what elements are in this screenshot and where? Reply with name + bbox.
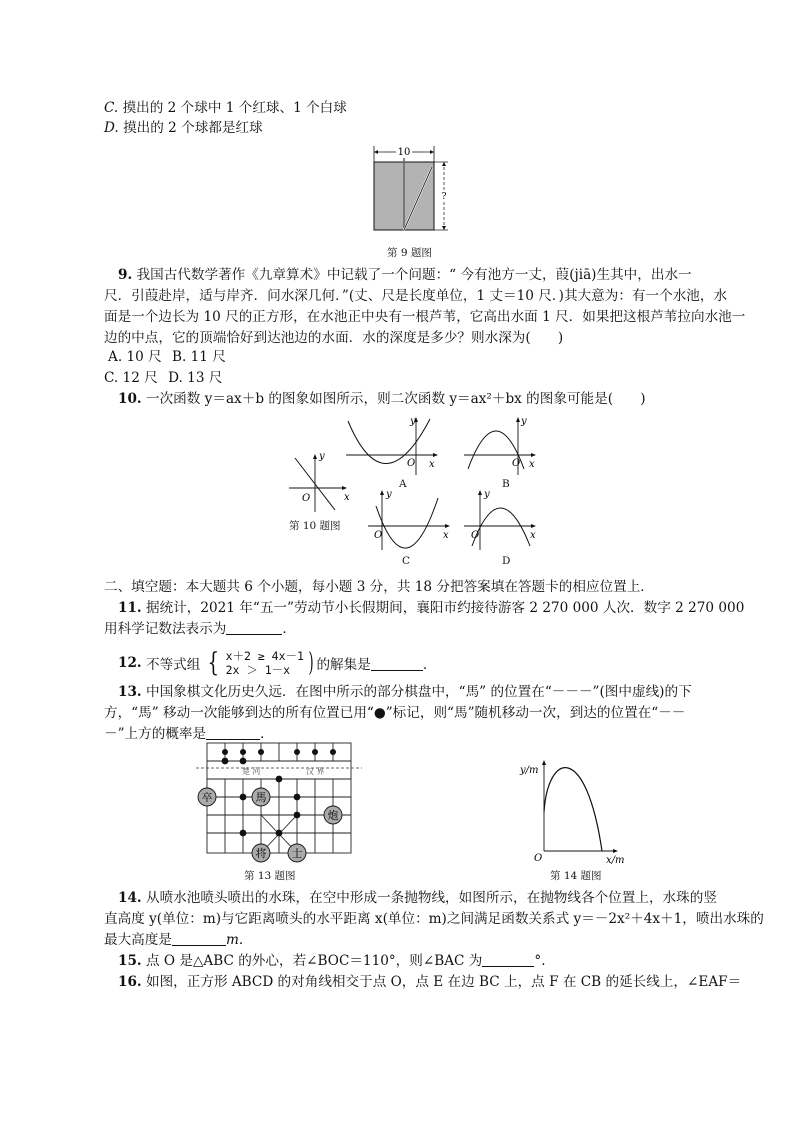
fig9-height-label: ?: [441, 192, 447, 202]
q9-line1: [118, 266, 692, 284]
axis-y-label: y: [319, 451, 325, 462]
q12-ineq2: 2x ＞ 1－x: [225, 663, 291, 677]
origin-label: O: [512, 458, 521, 469]
q10-label-c: C: [402, 555, 411, 567]
piece-pao: 炮: [327, 809, 339, 822]
axis-y-label: y: [484, 489, 490, 500]
q16-number: 16.: [118, 974, 142, 990]
q9-number: 9.: [118, 267, 133, 283]
q9-option-c: C. 12 尺: [104, 370, 158, 386]
q9-line2: 尺．引葭赴岸，适与岸齐．问水深几何．”(丈、尺是长度单位，1 丈＝10 尺．)其大意为：有一个水池，水: [104, 288, 728, 304]
piece-jiang: 将: [255, 847, 267, 860]
piece-ma: 馬: [255, 791, 267, 804]
q14-line2: 直高度 y(单位：m)与它距离喷头的水平距离 x(单位：m)之间满足函数关系式 y＝－2x²＋4x＋1，喷出水珠的: [104, 911, 764, 927]
q14-number: 14.: [118, 890, 142, 906]
q15-end: °.: [534, 953, 546, 969]
axis-y-label: y: [386, 489, 392, 500]
q11-number: 11.: [118, 600, 142, 616]
q15-answer-blank[interactable]: [482, 952, 534, 967]
axis-x-label: x: [344, 492, 350, 503]
figure-9: [366, 143, 456, 243]
q10-label-d: D: [502, 555, 511, 567]
q11-answer-blank[interactable]: [226, 620, 282, 635]
q9-option-a: A. 10 尺: [108, 349, 162, 365]
q15-text: 点 O 是△ABC 的外心，若∠BOC＝110°，则∠BAC 为: [145, 953, 483, 969]
fig10-caption: 第 10 题图: [289, 520, 341, 532]
q8-option-c: [104, 99, 347, 117]
axis-x-label: x: [529, 459, 535, 470]
q9-options-ab: [104, 348, 226, 366]
q12-line: [118, 648, 436, 678]
q13-line2: 方，“馬” 移动一次能够到达的所有位置已用“●”标记，则“馬”随机移动一次，到达的位置在“－－: [104, 705, 686, 721]
q14-text: 从喷水池喷头喷出的水珠，在空中形成一条抛物线，如图所示，在抛物线各个位置上，水珠的竖: [145, 890, 717, 906]
origin-label: O: [407, 458, 416, 469]
paren: ): [308, 648, 314, 678]
q9-line3: 面是一个边长为 10 尺的正方形，在水池正中央有一根芦苇，它高出水面 1 尺．如果把这根芦苇拉向水池一: [104, 309, 746, 325]
fig9-caption: 第 9 题图: [387, 247, 432, 259]
q12-pre: 不等式组: [145, 657, 201, 673]
q10-line: [118, 390, 646, 408]
q14-parabola-graph: [516, 752, 636, 864]
y-axis-label: y/m: [520, 765, 539, 776]
q10-number: 10.: [118, 391, 142, 407]
q13-end: ．: [260, 726, 274, 742]
q10-option-a-graph: [344, 415, 444, 477]
q14-line1: [118, 889, 717, 907]
q10-option-c-graph: [366, 488, 458, 552]
axis-x-label: x: [530, 530, 536, 541]
q11-text2: 用科学记数法表示为: [104, 621, 227, 637]
q15-line: [118, 952, 546, 970]
option-letter: D.: [104, 120, 119, 136]
q8-option-d: [104, 119, 263, 137]
q14-answer-blank[interactable]: [172, 931, 226, 946]
q13-text3: －”上方的概率是: [104, 726, 207, 742]
q10-option-b-graph: [462, 415, 552, 477]
q10-label-b: B: [502, 478, 510, 490]
section-2-heading: 二、填空题：本大题共 6 个小题，每小题 3 分，共 18 分把答案填在答题卡的相应位置上．: [104, 579, 654, 595]
brace: {: [207, 648, 219, 678]
q16-line: [118, 973, 741, 991]
option-text: 摸出的 2 个球都是红球: [123, 120, 263, 136]
q12-answer-blank[interactable]: [371, 656, 423, 671]
axis-y-label: y: [410, 416, 416, 427]
axis-x-label: x: [443, 530, 449, 541]
x-axis-label: x/m: [606, 855, 625, 866]
origin-label: O: [302, 493, 311, 504]
piece-zu: 卒: [201, 791, 213, 804]
q12-number: 12.: [118, 655, 142, 671]
fig14-caption: 第 14 题图: [550, 870, 602, 882]
q14-text3: 最大高度是: [104, 932, 172, 948]
axis-y-label: y: [521, 416, 527, 427]
q16-text: 如图，正方形 ABCD 的对角线相交于点 O，点 E 在边 BC 上，点 F 在 CB 的延长线上，∠EAF＝: [145, 974, 742, 990]
q12-ineq1: x＋2 ≥ 4x－1: [225, 649, 304, 663]
q11-text: 据统计，2021 年“五一”劳动节小长假期间，襄阳市约接待游客 2 270 000 人次．数字 2 270 000: [145, 600, 745, 616]
q13-number: 13.: [118, 684, 142, 700]
river-label-right: 汉 界: [306, 767, 325, 776]
q9-options-cd: [104, 369, 222, 387]
q13-text: 中国象棋文化历史久远．在图中所示的部分棋盘中，“馬” 的位置在“－－－”(图中虚线)的下: [145, 684, 692, 700]
river-label-left: 楚 河: [242, 767, 261, 776]
q15-number: 15.: [118, 953, 142, 969]
q9-text: 我国古代数学著作《九章算术》中记载了一个问题：“ 今有池方一丈，葭(jiā)生其中，出水一: [136, 267, 692, 283]
q13-chessboard: [194, 740, 364, 864]
origin-label: O: [534, 853, 543, 864]
q14-unit: m.: [225, 932, 244, 948]
q14-line3: [104, 931, 243, 949]
q9-option-b: B. 11 尺: [172, 349, 226, 365]
q12-end: ．: [422, 657, 437, 673]
q9-line4: 边的中点，它的顶端恰好到达池边的水面．水的深度是多少？则水深为( ): [104, 330, 564, 346]
q13-line1: [118, 683, 692, 701]
q11-end: ．: [282, 621, 296, 637]
fig13-caption: 第 13 题图: [244, 870, 296, 882]
q10-text: 一次函数 y＝ax＋b 的图象如图所示，则二次函数 y＝ax²＋bx 的图象可能是( ): [145, 391, 646, 407]
q13-answer-blank[interactable]: [206, 725, 260, 740]
q10-option-d-graph: [462, 488, 552, 552]
q11-line2: [104, 620, 296, 638]
q11-line1: [118, 599, 744, 617]
option-text: 摸出的 2 个球中 1 个红球、1 个白球: [122, 100, 347, 116]
q12-post: 的解集是: [316, 657, 371, 673]
q10-label-a: A: [399, 478, 407, 490]
axis-x-label: x: [429, 459, 435, 470]
origin-label: O: [374, 530, 383, 541]
piece-shi: 士: [291, 847, 303, 860]
fig9-width-label: 10: [397, 147, 411, 158]
option-letter: C.: [104, 100, 119, 116]
q9-option-d: D. 13 尺: [168, 370, 223, 386]
origin-label: O: [471, 530, 480, 541]
